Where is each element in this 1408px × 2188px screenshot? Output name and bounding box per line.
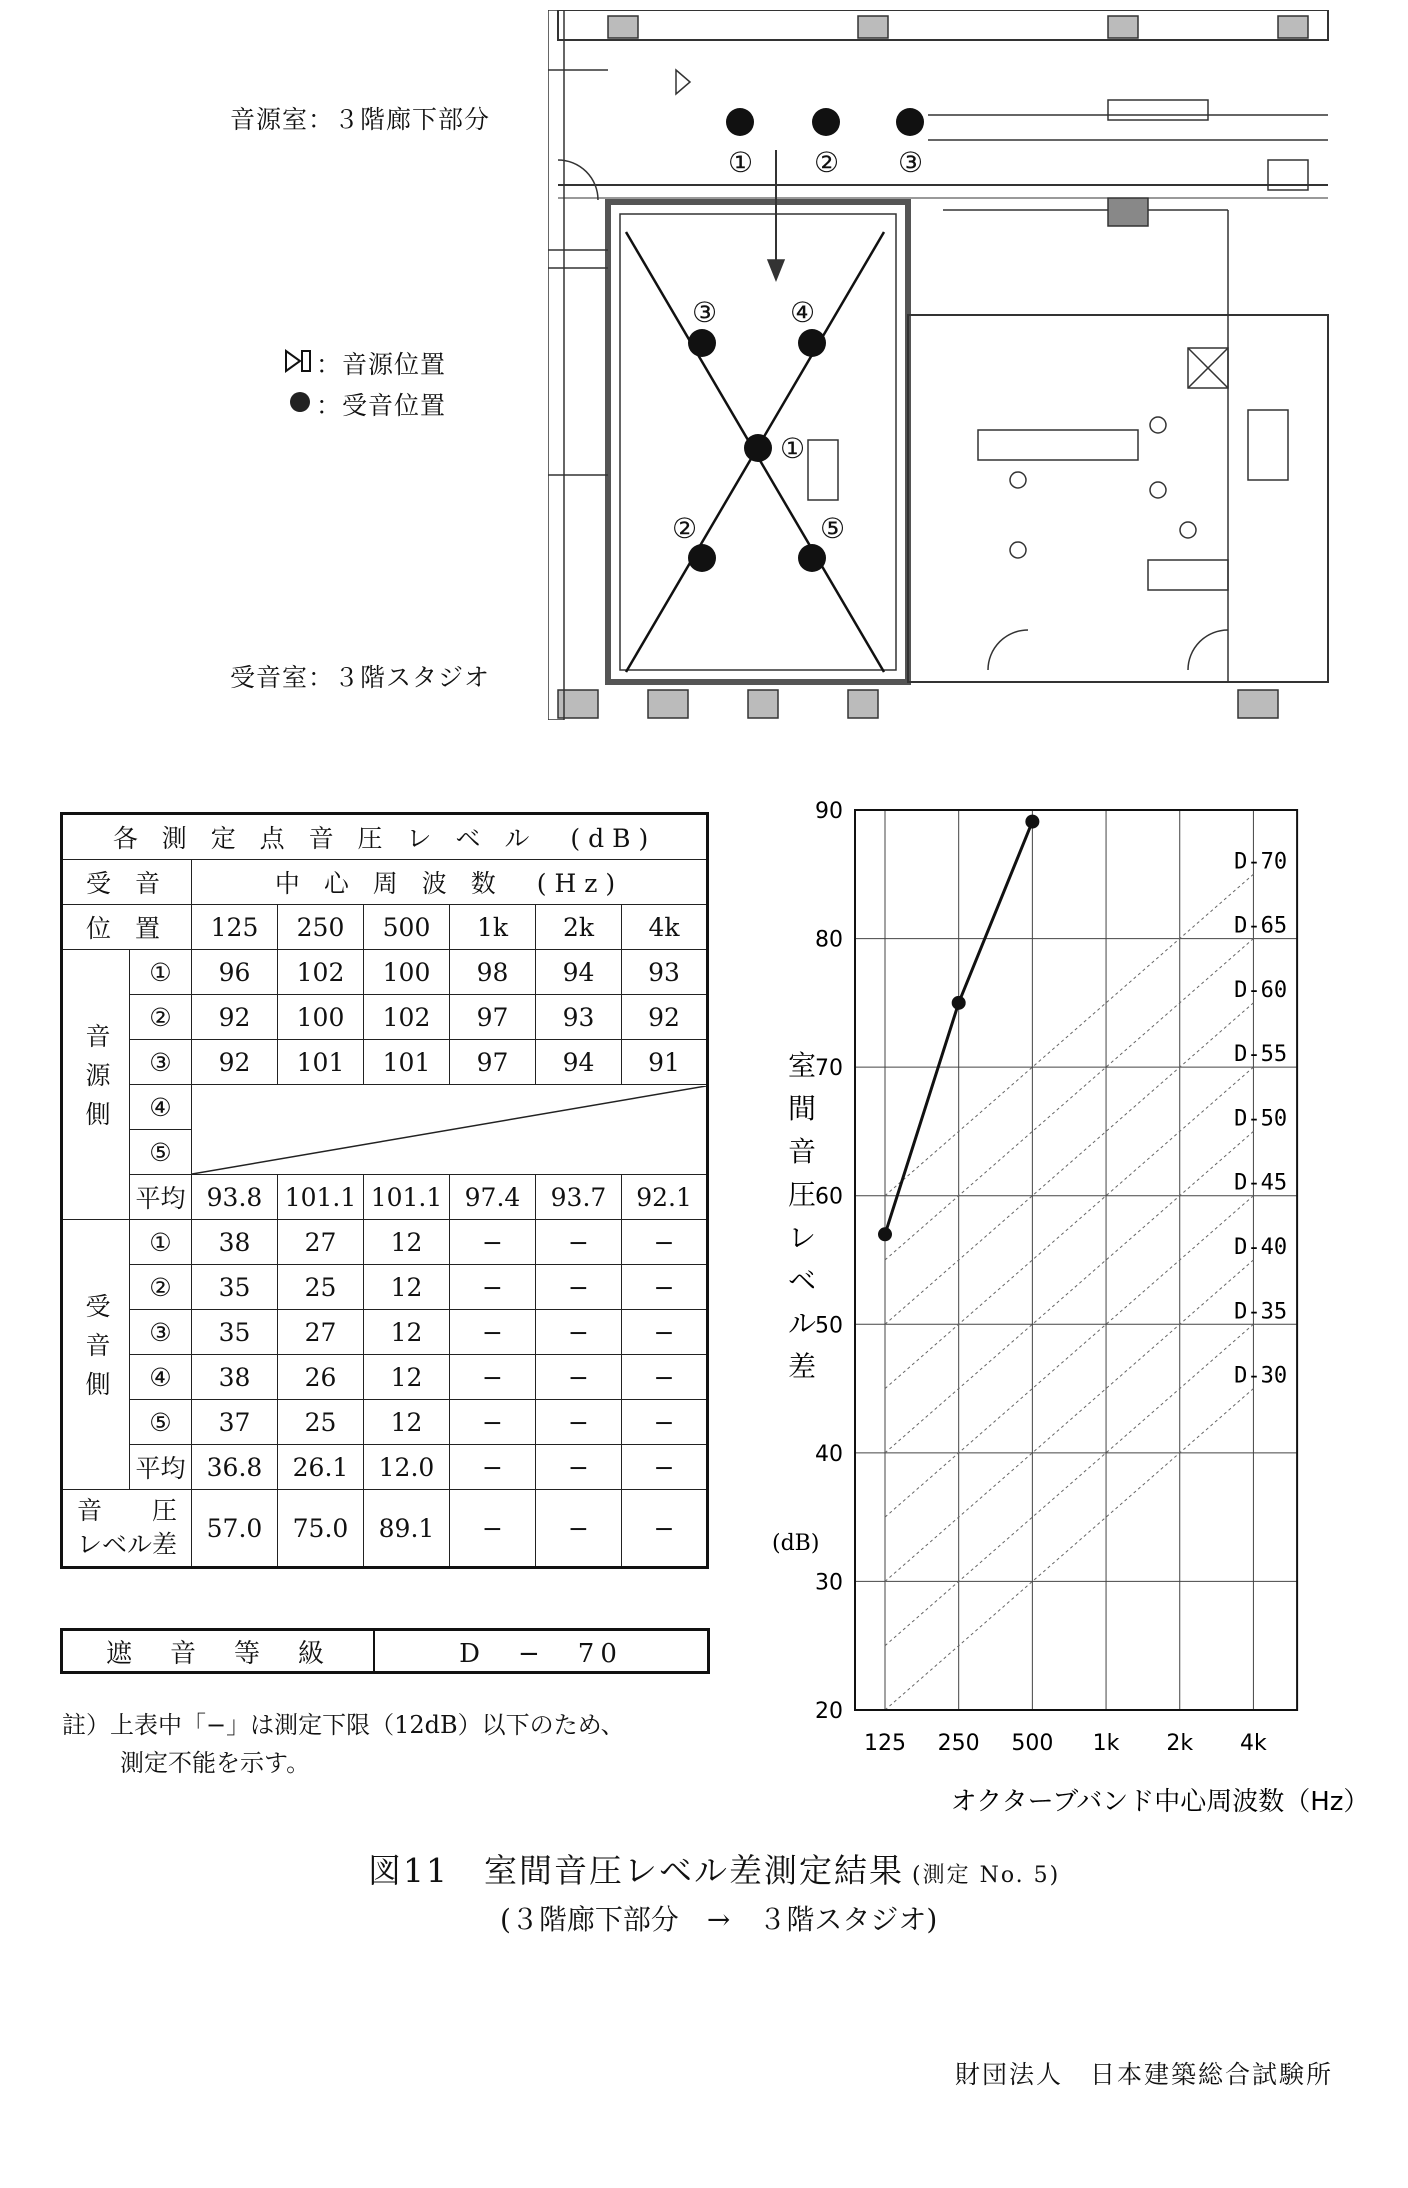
chart-reference-curve — [885, 874, 1253, 1195]
chart-ytick-label: 50 — [815, 1313, 843, 1339]
table-cell: 96 — [192, 950, 278, 995]
table-cell: 12 — [364, 1310, 450, 1355]
plan-receive-marker-1: ① — [780, 432, 806, 465]
chart-ytick-label: 60 — [815, 1184, 843, 1210]
table-cell: 98 — [450, 950, 536, 995]
table-cell: − — [536, 1265, 622, 1310]
table-cell: 27 — [278, 1310, 364, 1355]
chart-ytick-label: 20 — [815, 1699, 843, 1724]
chart-reference-label: D-30 — [1234, 1363, 1288, 1389]
chart-frame — [855, 810, 1297, 1710]
source-room-label: 音源室：３階廊下部分 — [230, 105, 491, 134]
freq-header: 1k — [450, 905, 536, 950]
legend-source-label: ：音源位置 — [316, 350, 447, 379]
note-line-1: 註）上表中「−」は測定下限（12dB）以下のため、 — [62, 1711, 625, 1739]
table-cell: 26 — [278, 1355, 364, 1400]
chart-reference-curve — [885, 939, 1253, 1260]
chart-reference-label: D-35 — [1234, 1299, 1288, 1325]
table-cell: 91 — [622, 1040, 708, 1085]
table-cell: 38 — [192, 1355, 278, 1400]
receive-room-label: 受音室：３階スタジオ — [230, 663, 491, 692]
table-cell: − — [622, 1445, 708, 1490]
table-cell: − — [450, 1265, 536, 1310]
chart-ytick-label: 90 — [815, 799, 843, 824]
chart-reference-label: D-45 — [1234, 1170, 1288, 1196]
measurement-table — [60, 812, 709, 1569]
chart-reference-label: D-60 — [1234, 977, 1288, 1003]
point-label: ① — [130, 950, 192, 995]
table-cell: − — [622, 1355, 708, 1400]
table-cell: 25 — [278, 1265, 364, 1310]
diff-cell: 75.0 — [278, 1490, 364, 1568]
table-cell: 102 — [278, 950, 364, 995]
table-cell: 92 — [622, 995, 708, 1040]
freq-header: 2k — [536, 905, 622, 950]
grade-value: D − 70 — [459, 1638, 623, 1669]
head-receive: 受 音 — [62, 860, 192, 905]
diff-cell: − — [536, 1490, 622, 1568]
chart-ytick-label: 30 — [815, 1570, 843, 1596]
table-cell: 100 — [364, 950, 450, 995]
table-cell: 97 — [450, 995, 536, 1040]
point-label: ④ — [130, 1085, 192, 1130]
empty-diagonal-cell — [192, 1085, 708, 1175]
chart-reference-curve — [885, 1389, 1253, 1710]
point-label: ① — [130, 1220, 192, 1265]
chart-ylabel: 室間音圧レベル差 — [788, 1049, 817, 1383]
table-cell: − — [536, 1310, 622, 1355]
plan-source-marker-2: ② — [814, 146, 840, 179]
table-title: 各 測 定 点 音 圧 レ ベ ル (dB) — [62, 814, 708, 860]
table-cell: − — [450, 1445, 536, 1490]
table-cell: 37 — [192, 1400, 278, 1445]
table-cell: − — [622, 1265, 708, 1310]
table-cell: 101 — [278, 1040, 364, 1085]
table-cell: 93 — [622, 950, 708, 995]
table-cell: 38 — [192, 1220, 278, 1265]
table-cell: 101 — [364, 1040, 450, 1085]
freq-header: 125 — [192, 905, 278, 950]
table-cell: 101.1 — [364, 1175, 450, 1220]
organization-name: 財団法人 日本建築総合試験所 — [955, 2060, 1334, 2089]
diff-cell: − — [450, 1490, 536, 1568]
chart-reference-curve — [885, 1324, 1253, 1645]
point-label: ② — [130, 995, 192, 1040]
table-cell: − — [622, 1310, 708, 1355]
table-cell: − — [450, 1400, 536, 1445]
table-cell: 93 — [536, 995, 622, 1040]
chart-reference-label: D-55 — [1234, 1042, 1288, 1068]
table-cell: 92 — [192, 1040, 278, 1085]
chart-xlabel: オクターブバンド中心周波数（Hz） — [950, 1787, 1370, 1817]
freq-header: 250 — [278, 905, 364, 950]
chart-reference-curve — [885, 1067, 1253, 1388]
grade-label: 遮 音 等 級 — [63, 1631, 375, 1671]
source-position-icon — [284, 347, 316, 375]
table-cell: − — [536, 1400, 622, 1445]
chart-xtick-label: 125 — [864, 1731, 906, 1756]
table-cell: − — [536, 1445, 622, 1490]
receive-position-icon — [288, 390, 312, 414]
chart-ytick-label: 80 — [815, 927, 843, 953]
point-label: ② — [130, 1265, 192, 1310]
table-cell: 94 — [536, 950, 622, 995]
plan-source-marker-3: ③ — [898, 146, 924, 179]
chart-yunit: (dB) — [772, 1531, 820, 1556]
floor-plan — [548, 10, 1338, 720]
table-cell: 12.0 — [364, 1445, 450, 1490]
table-cell: 25 — [278, 1400, 364, 1445]
table-cell: 26.1 — [278, 1445, 364, 1490]
note-line-2: 測定不能を示す。 — [120, 1749, 311, 1777]
table-cell: 12 — [364, 1400, 450, 1445]
head-freq: 中 心 周 波 数 (Hz) — [192, 860, 708, 905]
table-cell: 93.8 — [192, 1175, 278, 1220]
head-position: 位 置 — [62, 905, 192, 950]
table-cell: 12 — [364, 1355, 450, 1400]
chart-ytick-label: 40 — [815, 1441, 843, 1467]
table-cell: 102 — [364, 995, 450, 1040]
chart-reference-label: D-50 — [1234, 1106, 1288, 1132]
chart-data-point — [878, 1227, 892, 1241]
level-difference-chart — [760, 790, 1380, 1830]
table-cell: 92.1 — [622, 1175, 708, 1220]
receive-side-label: 受音側 — [82, 1293, 111, 1410]
table-cell: 97.4 — [450, 1175, 536, 1220]
table-cell: − — [450, 1355, 536, 1400]
plan-receive-marker-2: ② — [672, 512, 698, 545]
diff-label: 音 圧 レベル差 — [62, 1490, 192, 1568]
chart-xtick-label: 2k — [1166, 1731, 1194, 1756]
diff-cell: − — [622, 1490, 708, 1568]
avg-label: 平均 — [130, 1175, 192, 1220]
plan-receive-marker-4: ④ — [790, 296, 816, 329]
point-label: ③ — [130, 1310, 192, 1355]
plan-receive-marker-5: ⑤ — [820, 512, 846, 545]
point-label: ④ — [130, 1355, 192, 1400]
table-cell: − — [450, 1310, 536, 1355]
chart-xtick-label: 250 — [937, 1731, 980, 1756]
chart-reference-curve — [885, 1131, 1253, 1452]
table-cell: − — [536, 1220, 622, 1265]
chart-data-point — [1025, 815, 1039, 829]
freq-header: 4k — [622, 905, 708, 950]
table-cell: 101.1 — [278, 1175, 364, 1220]
diff-cell: 57.0 — [192, 1490, 278, 1568]
freq-header: 500 — [364, 905, 450, 950]
chart-ytick-label: 70 — [815, 1056, 843, 1082]
table-cell: 35 — [192, 1265, 278, 1310]
plan-source-marker-1: ① — [728, 146, 754, 179]
point-label: ⑤ — [130, 1130, 192, 1175]
source-side-label: 音源側 — [82, 1023, 111, 1140]
avg-label: 平均 — [130, 1445, 192, 1490]
diff-cell: 89.1 — [364, 1490, 450, 1568]
chart-xtick-label: 1k — [1092, 1731, 1120, 1756]
figure-caption-sub: (３階廊下部分 → ３階スタジオ) — [500, 1903, 938, 1936]
table-cell: − — [536, 1355, 622, 1400]
chart-reference-curve — [885, 1196, 1253, 1517]
table-cell: 12 — [364, 1220, 450, 1265]
table-cell: 36.8 — [192, 1445, 278, 1490]
table-cell: 92 — [192, 995, 278, 1040]
table-cell: 93.7 — [536, 1175, 622, 1220]
chart-xtick-label: 500 — [1011, 1731, 1054, 1756]
chart-reference-curve — [885, 1260, 1253, 1581]
legend-receive-label: ：受音位置 — [316, 391, 447, 420]
table-cell: 94 — [536, 1040, 622, 1085]
table-cell: − — [622, 1400, 708, 1445]
table-cell: 35 — [192, 1310, 278, 1355]
chart-data-point — [952, 996, 966, 1010]
chart-xtick-label: 4k — [1240, 1731, 1267, 1756]
table-cell: 97 — [450, 1040, 536, 1085]
chart-reference-label: D-70 — [1234, 849, 1288, 875]
point-label: ⑤ — [130, 1400, 192, 1445]
table-cell: 27 — [278, 1220, 364, 1265]
table-cell: 12 — [364, 1265, 450, 1310]
point-label: ③ — [130, 1040, 192, 1085]
table-cell: − — [450, 1220, 536, 1265]
table-cell: − — [622, 1220, 708, 1265]
figure-caption: 図11 室間音圧レベル差測定結果 (測定 No. 5) — [368, 1851, 1061, 1890]
plan-receive-marker-3: ③ — [692, 296, 718, 329]
table-cell: 100 — [278, 995, 364, 1040]
sound-insulation-grade — [60, 1628, 710, 1674]
chart-reference-label: D-40 — [1234, 1235, 1288, 1260]
chart-reference-curve — [885, 1003, 1253, 1324]
chart-reference-label: D-65 — [1234, 913, 1288, 939]
